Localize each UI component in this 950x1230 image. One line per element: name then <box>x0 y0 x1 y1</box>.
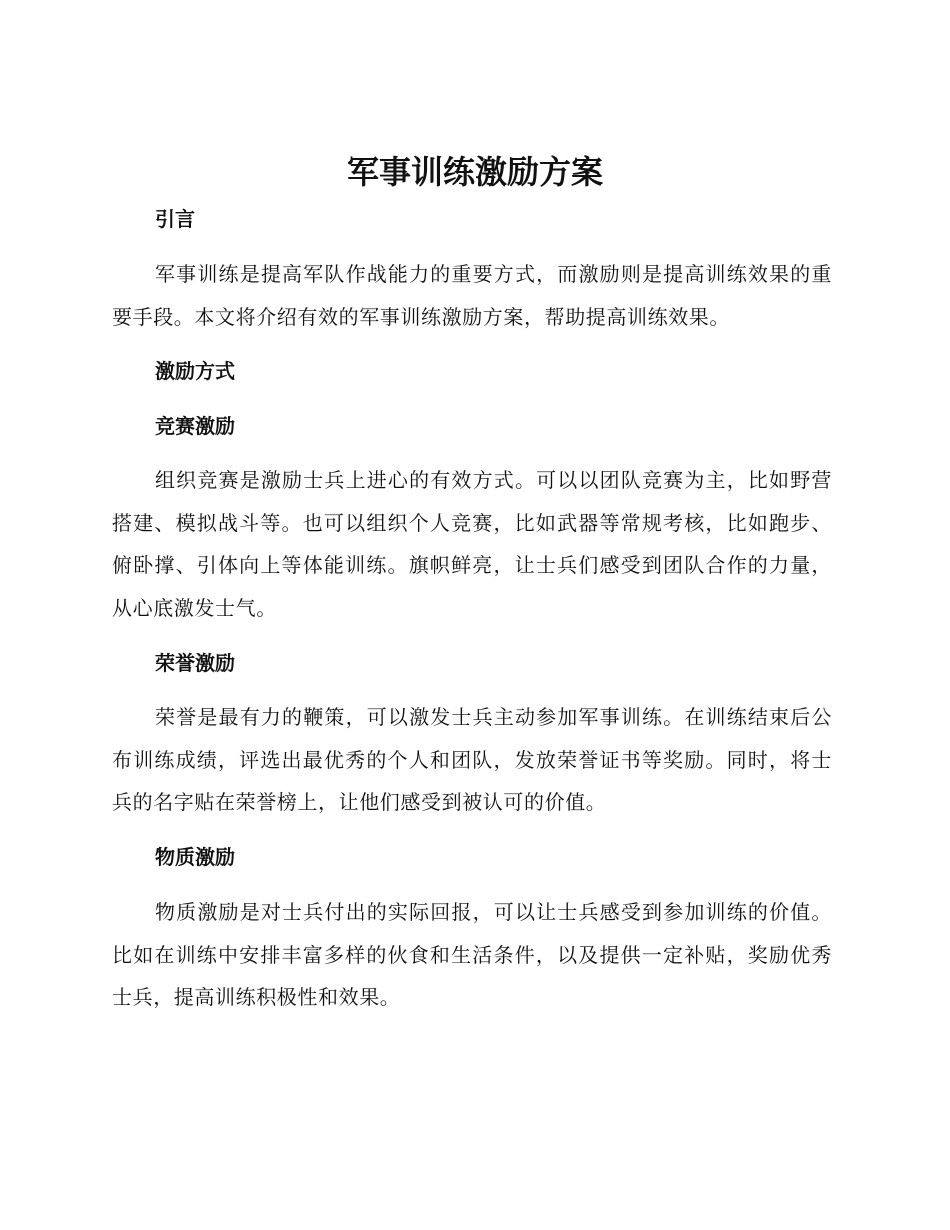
section-heading-introduction: 引言 <box>155 207 195 231</box>
paragraph-material-incentive: 物质激励是对士兵付出的实际回报，可以让士兵感受到参加训练的价值。比如在训练中安排丰富多样的伙食和生活条件，以及提供一定补贴，奖励优秀士兵，提高训练积极性和效果。 <box>112 900 832 1009</box>
paragraph-competition-incentive: 组织竞赛是激励士兵上进心的有效方式。可以以团队竞赛为主，比如野营搭建、模拟战斗等。也可以组织个人竞赛，比如武器等常规考核，比如跑步、俯卧撑、引体向上等体能训练。旗帜鲜亮，让士兵们感受到团队合作的力量，从心底激发士气。 <box>112 468 832 620</box>
section-heading-honor-incentive: 荣誉激励 <box>155 651 235 675</box>
section-heading-competition-incentive: 竞赛激励 <box>155 414 235 438</box>
paragraph-introduction: 军事训练是提高军队作战能力的重要方式，而激励则是提高训练效果的重要手段。本文将介绍有效的军事训练激励方案，帮助提高训练效果。 <box>112 262 832 329</box>
paragraph-honor-incentive: 荣誉是最有力的鞭策，可以激发士兵主动参加军事训练。在训练结束后公布训练成绩，评选出最优秀的个人和团队，发放荣誉证书等奖励。同时，将士兵的名字贴在荣誉榜上，让他们感受到被认可的价值。 <box>112 705 832 814</box>
document-title: 军事训练激励方案 <box>346 153 603 191</box>
section-heading-material-incentive: 物质激励 <box>155 845 235 869</box>
section-heading-incentive-methods: 激励方式 <box>155 359 235 383</box>
